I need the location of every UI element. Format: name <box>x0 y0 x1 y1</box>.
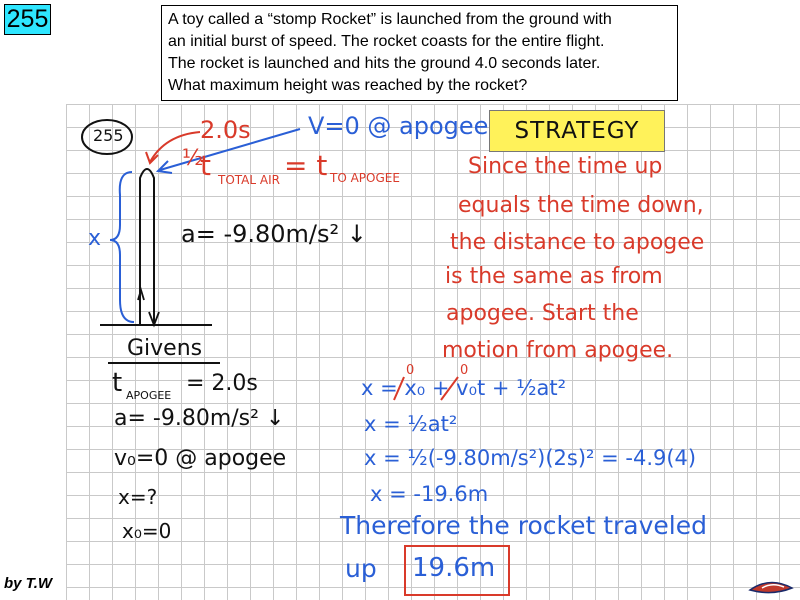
acceleration-label: a= -9.80m/s² ↓ <box>181 220 367 248</box>
strategy-line: motion from apogee. <box>442 338 674 363</box>
t-total: t <box>200 149 211 182</box>
equation-line-2: x = ½at² <box>364 412 458 436</box>
given-t-value: = 2.0s <box>186 371 258 396</box>
time-label: 2.0s <box>200 116 251 144</box>
problem-line: The rocket is launched and hits the ground 4.0 seconds later. <box>168 55 601 72</box>
given-initial-position: x₀=0 <box>122 519 172 543</box>
logo-icon <box>748 578 794 596</box>
velocity-label: V=0 @ apogee <box>308 112 489 140</box>
equation-line-4: x = -19.6m <box>370 482 489 506</box>
problem-line: What maximum height was reached by the rocket? <box>168 77 528 94</box>
given-t: t <box>112 368 123 398</box>
equation-line-1: x = x₀ + v₀t + ½at² <box>361 376 567 400</box>
cancel-zero: 0 <box>406 363 415 378</box>
height-brace <box>110 172 134 322</box>
equation-line-3: x = ½(-9.80m/s²)(2s)² = -4.9(4) <box>364 446 697 470</box>
t-apogee-subscript: TO APOGEE <box>330 171 400 185</box>
cancel-zero: 0 <box>460 363 469 378</box>
strategy-line: equals the time down, <box>458 193 704 218</box>
strategy-line: Since the time up <box>468 154 663 179</box>
strategy-line: apogee. Start the <box>446 301 639 326</box>
problem-line: an initial burst of speed. The rocket coasts for the entire flight. <box>168 33 605 50</box>
conclusion-line: Therefore the rocket traveled <box>340 511 707 540</box>
strategy-line: the distance to apogee <box>450 230 705 255</box>
height-label: x <box>88 226 102 251</box>
given-t-subscript: APOGEE <box>126 389 172 402</box>
rocket-path <box>140 169 154 325</box>
strategy-heading: STRATEGY <box>489 110 665 152</box>
problem-line: A toy called a “stomp Rocket” is launched from the ground with <box>168 11 612 28</box>
t-total-subscript: TOTAL AIR <box>218 173 280 187</box>
given-initial-velocity: v₀=0 @ apogee <box>114 446 287 471</box>
problem-number-badge: 255 <box>4 4 51 35</box>
given-unknown: x=? <box>118 485 158 509</box>
conclusion-up: up <box>345 554 377 583</box>
given-acceleration: a= -9.80m/s² ↓ <box>114 406 285 431</box>
author-byline: by T.W <box>4 575 53 592</box>
final-answer: 19.6m <box>412 553 496 583</box>
strategy-line: is the same as from <box>445 264 663 289</box>
circled-number-label: 255 <box>93 126 124 145</box>
givens-title: Givens <box>127 336 203 361</box>
t-apogee-eq: = t <box>284 149 328 182</box>
half-symbol: ½ <box>182 146 204 171</box>
